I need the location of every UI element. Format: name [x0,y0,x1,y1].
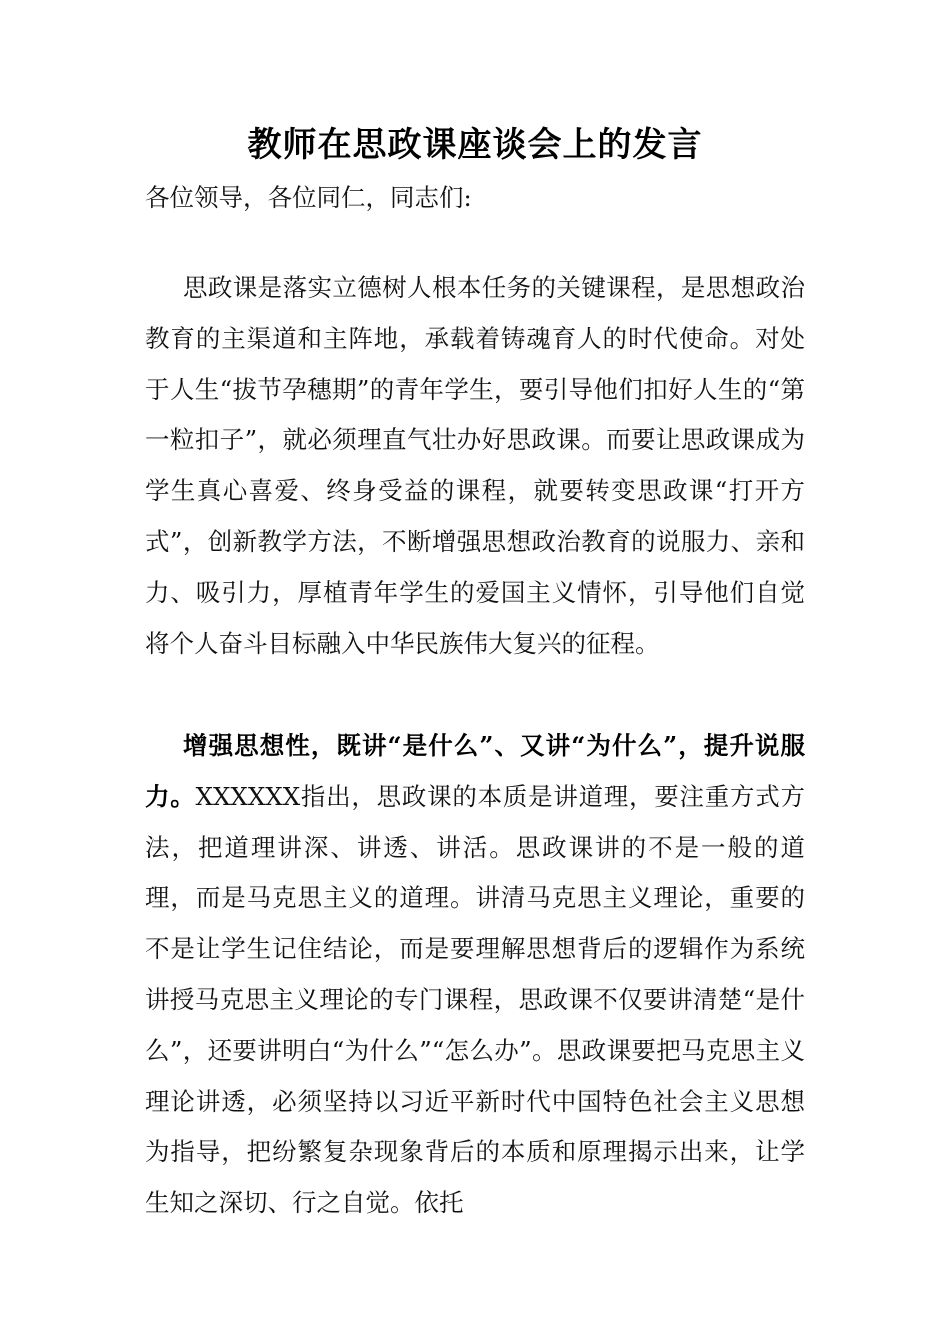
paragraph-text: XXXXXX指出，思政课的本质是讲道理，要注重方式方法，把道理讲深、讲透、讲活。思政课讲的不是一般的道理，而是马克思主义的道理。讲清马克思主义理论，重要的不是让学生记住结论，而是要理解思想背后的逻辑作为系统讲授马克思主义理论的专门课程，思政课不仅要讲清楚“是什么”，还要讲明白“为什么”“怎么办”。思政课要把马克思主义理论讲透，必须坚持以习近平新时代中国特色社会主义思想为指导，把纷繁复杂现象背后的本质和原理揭示出来，让学生知之深切、行之自觉。依托 [145,781,806,1218]
paragraph-intro [145,263,805,669]
document-title: 教师在思政课座谈会上的发言 [247,125,703,165]
section-heading: 增强思想性，既讲“是什么”、又讲“为什么”，提升说服力。 [145,731,805,811]
paragraph-section-1 [145,721,805,1229]
paragraph-text: 思政课是落实立德树人根本任务的关键课程，是思想政治教育的主渠道和主阵地，承载着铸魂育人的时代使命。对处于人生“拔节孕穗期”的青年学生，要引导他们扣好人生的“第一粒扣子”，就必须理直气壮办好思政课。而要让思政课成为学生真心喜爱、终身受益的课程，就要转变思政课“打开方式”，创新教学方法，不断增强思想政治教育的说服力、亲和力、吸引力，厚植青年学生的爱国主义情怀，引导他们自觉将个人奋斗目标融入中华民族伟大复兴的征程。 [145,273,805,658]
salutation: 各位领导，各位同仁，同志们: [145,183,472,212]
